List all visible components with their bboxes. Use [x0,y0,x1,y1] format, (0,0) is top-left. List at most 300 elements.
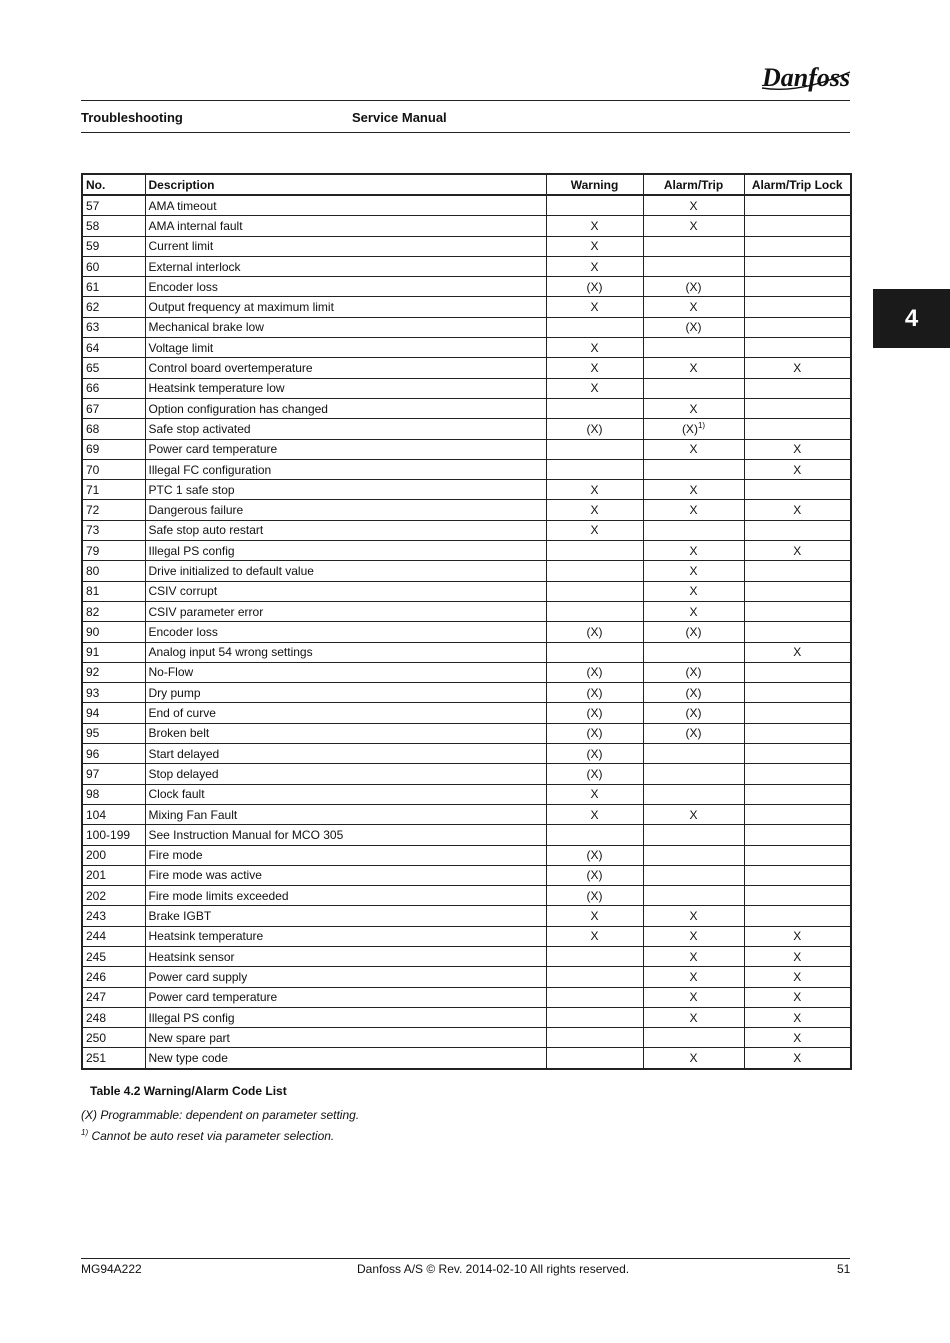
cell-alarm-trip [643,480,744,500]
col-header-warning: Warning [546,174,643,195]
cell-description [145,439,546,459]
cell-warning-text: X [590,300,599,315]
table-row [82,195,851,216]
cell-alarm-trip [643,236,744,256]
cell-alarm-trip-lock [744,581,851,601]
cell-alarm-trip-lock [744,459,851,479]
note-footnote [81,1128,334,1143]
cell-warning-text: X [590,523,599,538]
cell-alarm-trip [643,561,744,581]
table-row [82,906,851,926]
cell-description-text: Drive initialized to default value [148,563,314,578]
cell-alarm-trip-lock-text: X [793,462,802,477]
cell-no-text: 200 [86,848,107,863]
cell-alarm-trip [643,459,744,479]
table-row [82,581,851,601]
table-row [82,236,851,256]
cell-alarm-trip-lock-text: X [793,969,802,984]
cell-description-text: Encoder loss [148,624,218,639]
cell-no-text: 64 [86,340,100,355]
cell-warning [546,642,643,662]
cell-description [145,378,546,398]
cell-warning [546,845,643,865]
cell-description [145,297,546,317]
cell-alarm-trip-lock-text: X [793,503,802,518]
cell-alarm-trip-lock-text: X [793,1030,802,1045]
cell-description [145,216,546,236]
table-row [82,541,851,561]
cell-description-text: AMA internal fault [148,218,243,233]
cell-alarm-trip [643,216,744,236]
cell-alarm-trip [643,358,744,378]
table-row [82,317,851,337]
cell-no-text: 92 [86,665,100,680]
chapter-tab: 4 [873,289,950,348]
cell-alarm-trip-lock [744,723,851,743]
cell-alarm-trip-lock [744,987,851,1007]
cell-alarm-trip-lock [744,541,851,561]
cell-alarm-trip [643,987,744,1007]
cell-alarm-trip-lock [744,744,851,764]
cell-alarm-trip-lock [744,378,851,398]
cell-no [82,520,145,540]
table-row [82,439,851,459]
cell-alarm-trip [643,723,744,743]
cell-alarm-trip-lock [744,358,851,378]
cell-alarm-trip-text: X [689,604,698,619]
table-header-row [82,174,851,195]
table-row [82,1028,851,1048]
cell-description-text: New type code [148,1051,228,1066]
cell-alarm-trip-text: (X) [685,665,702,680]
cell-alarm-trip-text: (X) [685,726,702,741]
table-row [82,297,851,317]
cell-description-text: Fire mode was active [148,868,262,883]
cell-description-text: CSIV corrupt [148,584,218,599]
cell-description [145,662,546,682]
cell-no [82,967,145,987]
cell-no-text: 104 [86,807,107,822]
cell-alarm-trip-lock [744,825,851,845]
cell-no-text: 94 [86,706,100,721]
cell-warning-text: (X) [586,888,603,903]
cell-description [145,906,546,926]
cell-alarm-trip-lock [744,967,851,987]
cell-description [145,642,546,662]
cell-no-text: 245 [86,949,107,964]
cell-no [82,439,145,459]
cell-no [82,1048,145,1069]
cell-alarm-trip-lock [744,622,851,642]
cell-alarm-trip-text: (X) [685,320,702,335]
cell-warning [546,662,643,682]
cell-description [145,703,546,723]
cell-no-text: 70 [86,462,100,477]
cell-description [145,683,546,703]
cell-no-text: 58 [86,218,100,233]
footnote-ref: 1) [697,421,706,431]
cell-warning [546,378,643,398]
cell-alarm-trip [643,317,744,337]
table-row [82,338,851,358]
footer-doc-id: MG94A222 [81,1262,142,1276]
cell-no [82,500,145,520]
cell-alarm-trip-lock [744,297,851,317]
cell-no-text: 244 [86,929,107,944]
cell-no [82,216,145,236]
warning-alarm-table [81,173,852,1070]
col-header-no: No. [82,174,145,195]
cell-alarm-trip-lock-text: X [793,1051,802,1066]
cell-no-text: 91 [86,645,100,660]
cell-description-text: Start delayed [148,746,220,761]
cell-warning-text: (X) [586,665,603,680]
cell-no-text: 73 [86,523,100,538]
cell-alarm-trip-lock [744,784,851,804]
cell-no [82,622,145,642]
cell-description-text: PTC 1 safe stop [148,482,235,497]
cell-alarm-trip-lock-text: X [793,1010,802,1025]
table-row [82,703,851,723]
cell-alarm-trip-lock [744,1007,851,1027]
cell-warning [546,987,643,1007]
cell-description-text: Control board overtemperature [148,361,313,376]
cell-alarm-trip [643,906,744,926]
note-programmable: (X) Programmable: dependent on parameter setting. [81,1108,360,1122]
cell-warning [546,459,643,479]
cell-warning [546,317,643,337]
cell-no [82,865,145,885]
cell-warning [546,236,643,256]
cell-description-text: Current limit [148,239,214,254]
header-rule-top [81,100,850,101]
cell-no [82,581,145,601]
cell-alarm-trip-text: X [689,1010,698,1025]
cell-warning [546,277,643,297]
table-row [82,642,851,662]
cell-alarm-trip-lock [744,926,851,946]
cell-no [82,825,145,845]
cell-alarm-trip [643,1028,744,1048]
cell-description-text: New spare part [148,1030,230,1045]
cell-warning [546,906,643,926]
cell-alarm-trip-lock-text: X [793,645,802,660]
cell-description-text: Power card temperature [148,990,278,1005]
cell-description [145,581,546,601]
footer-copyright: Danfoss A/S © Rev. 2014-02-10 All rights reserved. [357,1262,630,1276]
cell-no-text: 96 [86,746,100,761]
cell-warning [546,480,643,500]
cell-description-text: Option configuration has changed [148,401,328,416]
cell-description [145,845,546,865]
cell-description-text: Voltage limit [148,340,214,355]
cell-no [82,236,145,256]
cell-description [145,1048,546,1069]
cell-no [82,358,145,378]
cell-description-text: Safe stop auto restart [148,523,264,538]
cell-no-text: 59 [86,239,100,254]
cell-description [145,987,546,1007]
cell-warning [546,886,643,906]
cell-description [145,723,546,743]
cell-description [145,338,546,358]
logo-text: Danfoss [762,63,851,92]
cell-no-text: 68 [86,421,100,436]
cell-description-text: Mixing Fan Fault [148,807,238,822]
cell-no [82,459,145,479]
cell-warning-text: X [590,259,599,274]
table-row [82,987,851,1007]
cell-alarm-trip [643,378,744,398]
cell-no [82,317,145,337]
table-row [82,804,851,824]
cell-warning-text: (X) [586,848,603,863]
cell-no [82,297,145,317]
cell-alarm-trip [643,256,744,276]
cell-alarm-trip [643,419,744,439]
cell-description [145,541,546,561]
cell-warning-text: (X) [586,279,603,294]
cell-alarm-trip [643,703,744,723]
cell-description [145,236,546,256]
cell-warning-text: X [590,218,599,233]
cell-alarm-trip-lock [744,277,851,297]
cell-alarm-trip [643,520,744,540]
cell-alarm-trip [643,946,744,966]
cell-no [82,642,145,662]
cell-warning [546,195,643,216]
cell-alarm-trip-text: X [689,361,698,376]
cell-alarm-trip-text: X [689,543,698,558]
cell-alarm-trip-text: (X) [685,685,702,700]
cell-alarm-trip-text: X [689,929,698,944]
table-row [82,1007,851,1027]
cell-no [82,946,145,966]
table-row [82,500,851,520]
cell-alarm-trip [643,398,744,418]
cell-warning-text: (X) [586,706,603,721]
cell-warning-text: X [590,787,599,802]
cell-warning [546,622,643,642]
cell-no-text: 79 [86,543,100,558]
cell-no-text: 90 [86,624,100,639]
table-row [82,256,851,276]
cell-no [82,845,145,865]
cell-warning [546,744,643,764]
cell-description [145,764,546,784]
cell-alarm-trip-text: X [689,969,698,984]
cell-description-text: External interlock [148,259,241,274]
cell-description [145,744,546,764]
cell-no [82,987,145,1007]
cell-warning-text: X [590,929,599,944]
cell-alarm-trip-lock [744,216,851,236]
cell-description [145,317,546,337]
cell-alarm-trip-text: X [689,949,698,964]
cell-no [82,561,145,581]
cell-no [82,256,145,276]
table-row [82,480,851,500]
cell-alarm-trip-text: X [689,503,698,518]
cell-alarm-trip-lock [744,764,851,784]
header-rule-bottom [81,132,850,133]
table-row [82,358,851,378]
cell-no [82,886,145,906]
cell-alarm-trip-lock-text: X [793,929,802,944]
cell-description-text: CSIV parameter error [148,604,264,619]
cell-no-text: 67 [86,401,100,416]
cell-no-text: 100-199 [86,827,131,842]
cell-warning [546,825,643,845]
cell-alarm-trip-lock-text: X [793,990,802,1005]
cell-no-text: 97 [86,766,100,781]
cell-alarm-trip [643,581,744,601]
cell-description-text: Mechanical brake low [148,320,264,335]
cell-description-text: Heatsink temperature low [148,381,285,396]
cell-alarm-trip [643,825,744,845]
table-row [82,216,851,236]
cell-description-text: Output frequency at maximum limit [148,300,334,315]
table-row [82,845,851,865]
cell-alarm-trip-lock [744,236,851,256]
cell-alarm-trip [643,784,744,804]
cell-description-text: Power card supply [148,969,248,984]
cell-warning [546,256,643,276]
cell-warning-text: (X) [586,746,603,761]
cell-description-text: Stop delayed [148,766,219,781]
cell-no-text: 82 [86,604,100,619]
cell-alarm-trip [643,338,744,358]
table-row [82,865,851,885]
cell-no-text: 202 [86,888,107,903]
cell-warning [546,439,643,459]
cell-warning [546,520,643,540]
table-row [82,825,851,845]
cell-alarm-trip-text: X [689,807,698,822]
cell-alarm-trip-lock [744,500,851,520]
cell-warning [546,297,643,317]
cell-description [145,967,546,987]
cell-no [82,277,145,297]
table-row [82,398,851,418]
cell-alarm-trip-text: X [689,990,698,1005]
cell-warning-text: X [590,909,599,924]
cell-alarm-trip-lock [744,419,851,439]
cell-no-text: 247 [86,990,107,1005]
cell-no-text: 80 [86,563,100,578]
cell-alarm-trip [643,744,744,764]
cell-no [82,480,145,500]
cell-no-text: 57 [86,198,100,213]
cell-alarm-trip [643,865,744,885]
cell-description-text: See Instruction Manual for MCO 305 [148,827,344,842]
cell-description-text: Illegal FC configuration [148,462,272,477]
col-header-alarm-trip: Alarm/Trip [643,174,744,195]
cell-description [145,926,546,946]
cell-alarm-trip [643,297,744,317]
cell-no-text: 81 [86,584,100,599]
footer-rule [81,1258,850,1259]
cell-no-text: 60 [86,259,100,274]
cell-alarm-trip-lock [744,683,851,703]
cell-warning-text: X [590,381,599,396]
table-row [82,967,851,987]
table-caption: Table 4.2 Warning/Alarm Code List [90,1084,287,1098]
cell-description-text: Fire mode limits exceeded [148,888,289,903]
cell-alarm-trip-text: (X) [681,422,698,437]
cell-no [82,398,145,418]
cell-alarm-trip-lock [744,480,851,500]
cell-warning-text: (X) [586,868,603,883]
cell-alarm-trip-lock [744,439,851,459]
cell-warning [546,967,643,987]
cell-description-text: Brake IGBT [148,909,212,924]
cell-no [82,804,145,824]
cell-description-text: AMA timeout [148,198,217,213]
cell-description [145,398,546,418]
cell-alarm-trip [643,439,744,459]
cell-description-text: Dangerous failure [148,503,244,518]
cell-no [82,784,145,804]
cell-alarm-trip [643,804,744,824]
footnote-mark: 1) [81,1128,89,1137]
cell-warning [546,561,643,581]
cell-description-text: Safe stop activated [148,421,251,436]
cell-alarm-trip-lock [744,804,851,824]
table-row [82,561,851,581]
cell-warning [546,500,643,520]
cell-warning-text: (X) [586,624,603,639]
cell-warning [546,703,643,723]
cell-no-text: 250 [86,1030,107,1045]
footnote-text: Cannot be auto reset via parameter selection. [88,1129,335,1143]
cell-alarm-trip-text: X [689,482,698,497]
cell-description [145,256,546,276]
footer-page-number: 51 [837,1262,851,1276]
cell-warning [546,784,643,804]
cell-description [145,946,546,966]
cell-warning-text: (X) [586,421,603,436]
cell-warning [546,581,643,601]
cell-description-text: Dry pump [148,685,201,700]
cell-alarm-trip [643,500,744,520]
cell-no [82,1007,145,1027]
cell-description [145,520,546,540]
cell-no-text: 251 [86,1051,107,1066]
cell-alarm-trip-lock [744,1048,851,1069]
table-row [82,601,851,621]
cell-no [82,926,145,946]
cell-no-text: 93 [86,685,100,700]
cell-description [145,865,546,885]
cell-alarm-trip [643,642,744,662]
cell-warning-text: X [590,807,599,822]
cell-alarm-trip [643,541,744,561]
cell-alarm-trip-lock [744,946,851,966]
cell-description [145,784,546,804]
cell-description-text: Heatsink temperature [148,929,264,944]
cell-no-text: 246 [86,969,107,984]
cell-warning-text: X [590,503,599,518]
cell-warning [546,541,643,561]
cell-alarm-trip-lock [744,195,851,216]
cell-warning-text: X [590,482,599,497]
cell-no-text: 95 [86,726,100,741]
cell-warning-text: (X) [586,766,603,781]
cell-alarm-trip-lock [744,338,851,358]
cell-description [145,195,546,216]
cell-warning-text: X [590,361,599,376]
